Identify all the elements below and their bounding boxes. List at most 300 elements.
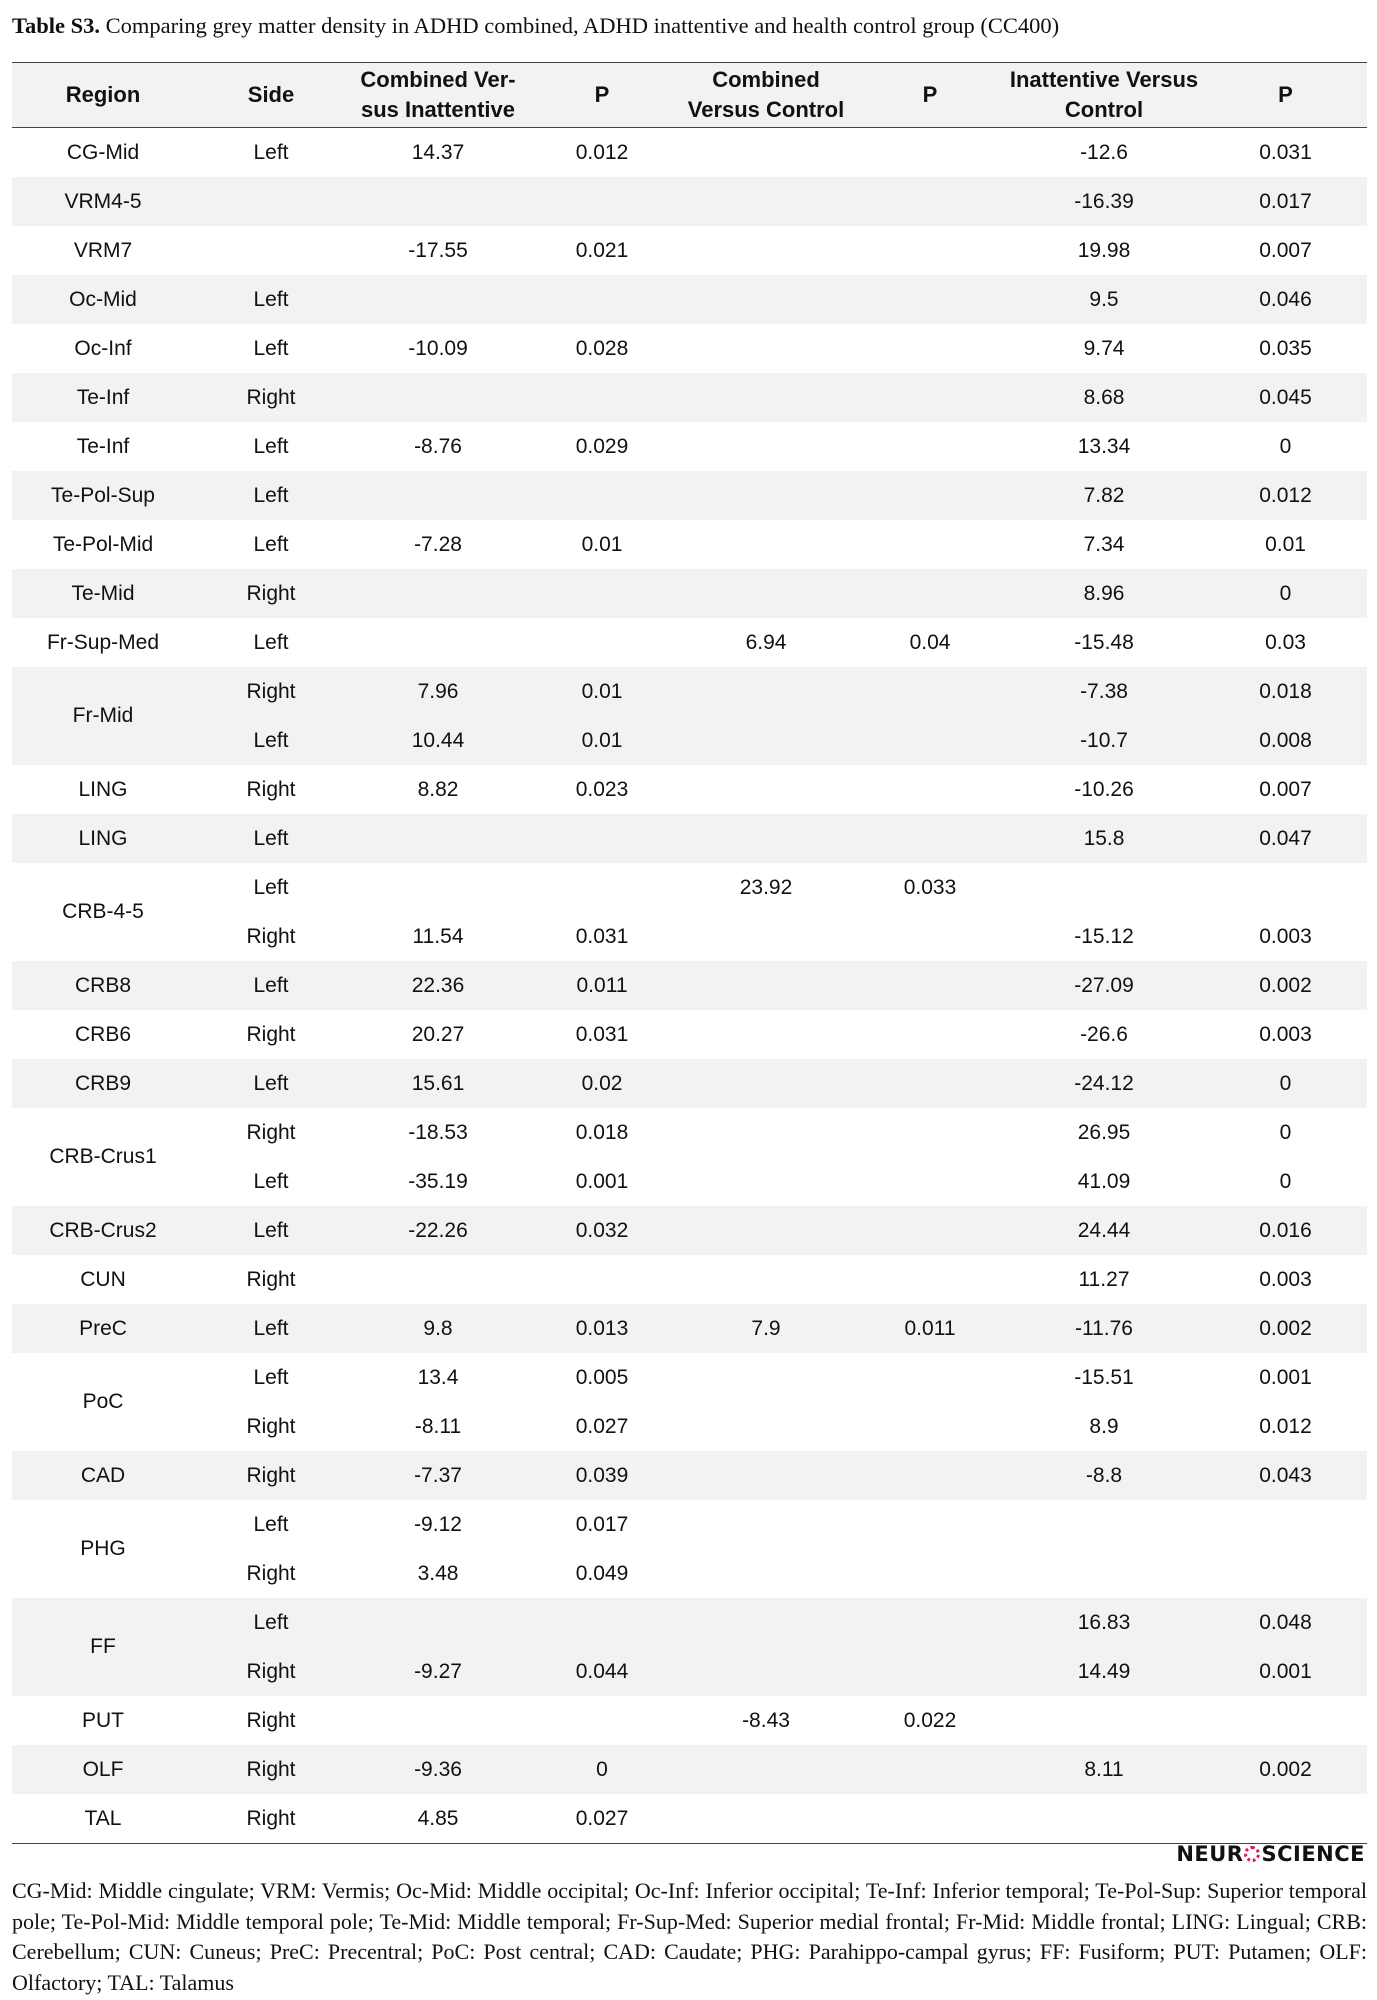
cell-p-1: 0 <box>528 1745 676 1794</box>
cell-p-2 <box>856 226 1004 275</box>
cell-region: Te-Inf <box>12 373 194 422</box>
cell-p-1 <box>528 275 676 324</box>
table-label: Table S3. <box>12 13 100 38</box>
cell-p-3: 0.047 <box>1204 814 1367 863</box>
table-row <box>12 1353 1367 1402</box>
cell-comb-vs-inatt: -8.11 <box>414 1414 462 1438</box>
header-side: Side <box>194 63 348 128</box>
cell-inatt-vs-control: 8.68 <box>1004 373 1204 422</box>
cell-inatt-vs-control: 26.95 <box>1077 1120 1131 1144</box>
cell-comb-vs-control <box>676 1010 856 1059</box>
cell-p-3: 0 <box>1204 1059 1367 1108</box>
cell-side: Left <box>194 961 348 1010</box>
cell-region: PreC <box>12 1304 194 1353</box>
cell-p-2 <box>856 1255 1004 1304</box>
cell-side: Right <box>194 1647 348 1696</box>
cell-p-1: 0.049 <box>575 1561 629 1585</box>
cell-p-1: 0.02 <box>528 1059 676 1108</box>
cell-p-3: 0.016 <box>1204 1206 1367 1255</box>
cell-p-3: 0.012 <box>1204 471 1367 520</box>
cell-side: Right <box>246 1708 296 1732</box>
cell-comb-vs-inatt: 8.82 <box>417 777 459 801</box>
cell-comb-vs-control <box>676 1353 856 1402</box>
table-row <box>12 667 1367 716</box>
cell-p-1 <box>528 618 676 667</box>
cell-comb-vs-control <box>676 324 856 373</box>
cell-p-2 <box>856 1549 1004 1598</box>
cell-comb-vs-inatt <box>348 1598 528 1647</box>
cell-side <box>194 177 348 226</box>
cell-comb-vs-control <box>676 177 856 226</box>
table-row <box>12 1255 1367 1304</box>
cell-p-3: 0.003 <box>1259 1022 1312 1046</box>
table-row <box>12 1647 1367 1696</box>
cell-inatt-vs-control: 24.44 <box>1004 1206 1204 1255</box>
cell-p-2 <box>856 422 1004 471</box>
table-row <box>12 324 1367 373</box>
cell-p-2 <box>856 1157 1004 1206</box>
table-row <box>12 814 1367 863</box>
cell-comb-vs-control: 6.94 <box>745 630 787 654</box>
cell-p-3: 0.003 <box>1259 924 1312 948</box>
cell-comb-vs-inatt: -18.53 <box>408 1120 468 1144</box>
table-row <box>12 912 1367 961</box>
cell-inatt-vs-control: 9.5 <box>1004 275 1204 324</box>
table-row <box>12 1696 1367 1745</box>
cell-inatt-vs-control: -10.7 <box>1004 716 1204 765</box>
header-comb-vs-control: Combined Versus Control <box>676 63 856 128</box>
cell-side: Left <box>253 1512 289 1536</box>
cell-p-1 <box>528 1696 676 1745</box>
cell-comb-vs-inatt <box>348 275 528 324</box>
cell-comb-vs-control <box>676 1598 856 1647</box>
cell-p-3: 0.007 <box>1259 238 1312 262</box>
cell-region: CRB8 <box>12 961 194 1010</box>
cell-comb-vs-inatt <box>348 373 528 422</box>
table-row <box>12 1206 1367 1255</box>
cell-p-1: 0.01 <box>581 532 623 556</box>
cell-p-3: 0.012 <box>1259 1414 1312 1438</box>
table-row <box>12 1745 1367 1794</box>
cell-side: Left <box>253 630 289 654</box>
cell-p-2 <box>856 1010 1004 1059</box>
cell-p-1 <box>528 569 676 618</box>
cell-comb-vs-inatt: -9.27 <box>348 1647 528 1696</box>
cell-comb-vs-control <box>676 1059 856 1108</box>
cell-region: OLF <box>12 1745 194 1794</box>
cell-inatt-vs-control <box>1004 1696 1204 1745</box>
cell-side: Left <box>253 875 289 899</box>
cell-p-2 <box>856 1353 1004 1402</box>
cell-comb-vs-control <box>676 226 856 275</box>
cell-side: Right <box>246 924 296 948</box>
cell-side: Left <box>253 434 289 458</box>
cell-comb-vs-control <box>676 569 856 618</box>
cell-comb-vs-inatt: -7.37 <box>348 1451 528 1500</box>
cell-region: Oc-Mid <box>12 275 194 324</box>
cell-p-2 <box>856 1745 1004 1794</box>
cell-comb-vs-inatt: 11.54 <box>412 924 464 948</box>
cell-p-2 <box>856 1451 1004 1500</box>
cell-inatt-vs-control <box>1004 1794 1204 1844</box>
header-p-2: P <box>856 63 1004 128</box>
cell-p-3: 0.018 <box>1204 667 1367 716</box>
cell-p-2 <box>856 275 1004 324</box>
cell-inatt-vs-control: 8.11 <box>1004 1745 1204 1794</box>
table-row <box>12 471 1367 520</box>
cell-comb-vs-inatt: 3.48 <box>417 1561 459 1585</box>
cell-p-1: 0.032 <box>528 1206 676 1255</box>
cell-comb-vs-control: 7.9 <box>676 1304 856 1353</box>
header-region: Region <box>12 63 194 128</box>
cell-p-3: 0.035 <box>1259 336 1312 360</box>
cell-inatt-vs-control <box>1004 1500 1204 1549</box>
cell-comb-vs-control <box>676 1108 856 1157</box>
cell-p-1 <box>528 471 676 520</box>
cell-side: Right <box>194 1745 348 1794</box>
table-row <box>12 1108 1367 1157</box>
cell-comb-vs-control <box>676 422 856 471</box>
table-row <box>12 275 1367 324</box>
cell-p-1 <box>528 1255 676 1304</box>
cell-region: Te-Pol-Sup <box>12 471 194 520</box>
cell-p-1: 0.021 <box>575 238 629 262</box>
cell-p-2 <box>856 1794 1004 1844</box>
cell-side: Left <box>194 471 348 520</box>
cell-p-1: 0.018 <box>575 1120 629 1144</box>
cell-comb-vs-inatt: 7.96 <box>348 667 528 716</box>
cell-side: Left <box>194 716 348 765</box>
cell-p-2: 0.033 <box>903 875 957 899</box>
cell-p-2 <box>856 1500 1004 1549</box>
cell-inatt-vs-control: -26.6 <box>1080 1022 1128 1046</box>
table-row <box>12 226 1367 275</box>
cell-side: Right <box>246 1414 296 1438</box>
cell-p-3: 0 <box>1279 1120 1292 1144</box>
logo-brain-icon <box>1244 1846 1260 1862</box>
cell-comb-vs-inatt <box>348 177 528 226</box>
cell-comb-vs-inatt: 4.85 <box>348 1794 528 1844</box>
cell-inatt-vs-control <box>1004 863 1204 912</box>
cell-comb-vs-control <box>676 1206 856 1255</box>
cell-p-2 <box>856 1402 1004 1451</box>
cell-side: Left <box>194 275 348 324</box>
cell-inatt-vs-control: 8.96 <box>1004 569 1204 618</box>
cell-inatt-vs-control: -12.6 <box>1080 140 1128 164</box>
cell-inatt-vs-control: 13.34 <box>1077 434 1131 458</box>
cell-inatt-vs-control: 11.27 <box>1078 1267 1130 1291</box>
cell-comb-vs-inatt: -10.09 <box>408 336 468 360</box>
cell-region: PUT <box>82 1708 124 1732</box>
cell-region: CRB6 <box>74 1022 132 1046</box>
cell-inatt-vs-control <box>1004 1549 1204 1598</box>
cell-p-1: 0.012 <box>575 140 629 164</box>
table-caption <box>12 6 1367 46</box>
cell-p-3 <box>1204 1696 1367 1745</box>
table-row <box>12 422 1367 471</box>
table-row <box>12 128 1367 178</box>
cell-comb-vs-inatt <box>348 569 528 618</box>
table-row <box>12 520 1367 569</box>
cell-comb-vs-control <box>676 667 856 716</box>
cell-p-3: 0.001 <box>1204 1647 1367 1696</box>
cell-comb-vs-inatt <box>348 1255 528 1304</box>
cell-region: Fr-Mid <box>12 667 194 765</box>
table-row <box>12 716 1367 765</box>
cell-p-3: 0.043 <box>1204 1451 1367 1500</box>
table-row <box>12 373 1367 422</box>
cell-p-1 <box>528 373 676 422</box>
cell-p-2 <box>856 667 1004 716</box>
cell-p-3 <box>1204 863 1367 912</box>
cell-p-3: 0.031 <box>1259 140 1312 164</box>
cell-side: Left <box>253 1365 289 1389</box>
cell-p-2 <box>856 716 1004 765</box>
table-row <box>12 569 1367 618</box>
cell-comb-vs-control <box>676 275 856 324</box>
table-row <box>12 1451 1367 1500</box>
cell-p-3 <box>1204 1794 1367 1844</box>
cell-side: Right <box>194 1794 348 1844</box>
cell-comb-vs-inatt: -7.28 <box>414 532 462 556</box>
cell-p-3: 0.046 <box>1204 275 1367 324</box>
cell-side: Left <box>194 1304 348 1353</box>
cell-p-1: 0.029 <box>575 434 629 458</box>
cell-comb-vs-control <box>676 716 856 765</box>
cell-inatt-vs-control: -7.38 <box>1004 667 1204 716</box>
cell-comb-vs-inatt: 15.61 <box>348 1059 528 1108</box>
cell-p-1: 0.01 <box>528 667 676 716</box>
cell-region: CRB-4-5 <box>62 900 144 923</box>
cell-side: Left <box>194 1206 348 1255</box>
cell-inatt-vs-control: -10.26 <box>1074 777 1134 801</box>
cell-region: TAL <box>12 1794 194 1844</box>
cell-region: CRB-Crus2 <box>12 1206 194 1255</box>
cell-comb-vs-control <box>676 1794 856 1844</box>
cell-p-3: 0.01 <box>1265 532 1306 556</box>
cell-comb-vs-inatt <box>348 1696 528 1745</box>
cell-comb-vs-control <box>676 961 856 1010</box>
cell-p-3: 0 <box>1204 569 1367 618</box>
cell-side: Left <box>194 814 348 863</box>
cell-inatt-vs-control: -16.39 <box>1004 177 1204 226</box>
cell-comb-vs-inatt: 14.37 <box>411 140 465 164</box>
table-row <box>12 618 1367 667</box>
cell-side: Right <box>246 1120 296 1144</box>
table-row <box>12 1794 1367 1844</box>
cell-comb-vs-control <box>676 128 856 178</box>
cell-region: LING <box>12 814 194 863</box>
cell-p-2 <box>856 765 1004 814</box>
cell-side: Right <box>246 1022 296 1046</box>
cell-p-2 <box>856 520 1004 569</box>
cell-side: Right <box>246 1267 296 1291</box>
cell-p-2 <box>856 569 1004 618</box>
table-body <box>12 128 1367 1844</box>
cell-p-3: 0.002 <box>1204 961 1367 1010</box>
cell-region: Te-Inf <box>76 434 130 458</box>
cell-p-1: 0.001 <box>575 1169 629 1193</box>
cell-side: Left <box>253 1169 289 1193</box>
table-row <box>12 863 1367 912</box>
table-row <box>12 1010 1367 1059</box>
table-row <box>12 1500 1367 1549</box>
cell-p-1: 0.005 <box>575 1365 629 1389</box>
cell-p-1: 0.028 <box>575 336 629 360</box>
cell-region: Te-Mid <box>12 569 194 618</box>
cell-inatt-vs-control: -27.09 <box>1004 961 1204 1010</box>
cell-p-3 <box>1204 1549 1367 1598</box>
cell-side: Right <box>246 1561 296 1585</box>
cell-comb-vs-control <box>676 912 856 961</box>
cell-p-3: 0.045 <box>1204 373 1367 422</box>
cell-inatt-vs-control: 15.8 <box>1004 814 1204 863</box>
cell-region: LING <box>78 777 128 801</box>
cell-comb-vs-control <box>676 814 856 863</box>
gm-density-table <box>12 62 1367 1844</box>
cell-p-2 <box>856 961 1004 1010</box>
cell-region: Te-Pol-Mid <box>52 532 154 556</box>
cell-p-2 <box>856 1598 1004 1647</box>
header-inatt-vs-control: Inattentive Versus Control <box>1004 63 1204 128</box>
cell-p-3 <box>1204 1500 1367 1549</box>
cell-p-2 <box>856 177 1004 226</box>
cell-inatt-vs-control: 8.9 <box>1089 1414 1119 1438</box>
cell-p-1: 0.031 <box>575 1022 629 1046</box>
cell-side: Right <box>246 777 296 801</box>
cell-comb-vs-control <box>676 373 856 422</box>
cell-p-2 <box>856 1647 1004 1696</box>
cell-comb-vs-inatt <box>348 814 528 863</box>
cell-inatt-vs-control: 7.82 <box>1004 471 1204 520</box>
cell-p-3: 0 <box>1279 1169 1292 1193</box>
cell-side: Right <box>194 569 348 618</box>
cell-p-3: 0.048 <box>1204 1598 1367 1647</box>
cell-region: CRB9 <box>12 1059 194 1108</box>
cell-comb-vs-inatt: -9.36 <box>348 1745 528 1794</box>
cell-inatt-vs-control: 9.74 <box>1083 336 1125 360</box>
cell-comb-vs-control <box>676 1402 856 1451</box>
cell-p-2 <box>856 1206 1004 1255</box>
table-row <box>12 1598 1367 1647</box>
cell-p-2 <box>856 814 1004 863</box>
cell-p-3: 0.03 <box>1265 630 1306 654</box>
cell-p-1: 0.044 <box>528 1647 676 1696</box>
cell-p-1 <box>528 814 676 863</box>
cell-p-2 <box>856 128 1004 178</box>
cell-comb-vs-control: -8.43 <box>742 1708 790 1732</box>
cell-p-3: 0.007 <box>1259 777 1312 801</box>
cell-inatt-vs-control: 16.83 <box>1004 1598 1204 1647</box>
header-p-1: P <box>528 63 676 128</box>
cell-comb-vs-inatt <box>348 618 528 667</box>
cell-region: CUN <box>80 1267 126 1291</box>
cell-p-1: 0.027 <box>575 1414 629 1438</box>
cell-comb-vs-inatt: 10.44 <box>348 716 528 765</box>
cell-p-1: 0.031 <box>575 924 629 948</box>
table-footnote: CG-Mid: Middle cingulate; VRM: Vermis; Oc-Mid: Middle occipital; Oc-Inf: Inferior occipital; Te-Inf: Inferior temporal; Te-Pol-Sup: Superior temporal pole; Te-Pol-Mid: Middle temporal pole; Te-Mid: Middle temporal; Fr-Sup-Med: Superior medial frontal; Fr-Mid: Middle frontal; LING: Lingual; CRB: Cerebellum; CUN: Cuneus; PreC: Precentral; PoC: Post central; CAD: Caudate; PHG: Parahippo-campal gyrus; FF: Fusiform; PUT: Putamen; OLF: Olfactory; TAL: Talamus <box>12 1878 1367 1995</box>
table-row <box>12 1304 1367 1353</box>
cell-inatt-vs-control: 7.34 <box>1083 532 1125 556</box>
cell-comb-vs-control <box>676 1451 856 1500</box>
cell-p-3: 0.008 <box>1204 716 1367 765</box>
cell-comb-vs-inatt: -35.19 <box>408 1169 468 1193</box>
cell-inatt-vs-control: 19.98 <box>1077 238 1131 262</box>
cell-inatt-vs-control: -15.48 <box>1074 630 1134 654</box>
cell-p-2 <box>856 324 1004 373</box>
cell-side: Right <box>194 667 348 716</box>
cell-comb-vs-inatt: 22.36 <box>348 961 528 1010</box>
cell-p-2: 0.022 <box>903 1708 957 1732</box>
cell-p-3: 0 <box>1279 434 1292 458</box>
header-comb-vs-inatt: Combined Ver-sus Inattentive <box>348 63 528 128</box>
cell-region: CAD <box>12 1451 194 1500</box>
cell-side <box>194 226 348 275</box>
cell-p-2 <box>856 373 1004 422</box>
cell-comb-vs-control <box>676 1500 856 1549</box>
cell-comb-vs-inatt: -22.26 <box>348 1206 528 1255</box>
cell-comb-vs-control <box>676 520 856 569</box>
cell-inatt-vs-control: -11.76 <box>1004 1304 1204 1353</box>
cell-comb-vs-inatt: -17.55 <box>408 238 468 262</box>
cell-inatt-vs-control: -15.12 <box>1074 924 1134 948</box>
cell-p-2 <box>856 1059 1004 1108</box>
table-row <box>12 1157 1367 1206</box>
cell-p-3: 0.003 <box>1259 1267 1312 1291</box>
cell-region: VRM7 <box>73 238 133 262</box>
cell-region: Oc-Inf <box>74 336 132 360</box>
cell-comb-vs-inatt: 13.4 <box>417 1365 459 1389</box>
cell-side: Right <box>194 373 348 422</box>
neuroscience-logo: NEUR SCIENCE <box>1176 1842 1365 1866</box>
cell-inatt-vs-control: -8.8 <box>1004 1451 1204 1500</box>
cell-side: Left <box>253 336 289 360</box>
cell-region: PHG <box>80 1537 126 1560</box>
cell-p-1: 0.023 <box>575 777 629 801</box>
cell-comb-vs-control <box>676 1549 856 1598</box>
cell-p-3: 0.002 <box>1204 1745 1367 1794</box>
table-row <box>12 961 1367 1010</box>
cell-p-1: 0.039 <box>528 1451 676 1500</box>
cell-p-1: 0.013 <box>528 1304 676 1353</box>
cell-p-3: 0.002 <box>1204 1304 1367 1353</box>
cell-p-3: 0.017 <box>1204 177 1367 226</box>
cell-inatt-vs-control: 41.09 <box>1077 1169 1131 1193</box>
cell-p-1: 0.027 <box>528 1794 676 1844</box>
cell-comb-vs-control <box>676 471 856 520</box>
table-row <box>12 1402 1367 1451</box>
table-row <box>12 177 1367 226</box>
cell-inatt-vs-control: -24.12 <box>1004 1059 1204 1108</box>
cell-region: VRM4-5 <box>12 177 194 226</box>
cell-p-2 <box>856 471 1004 520</box>
cell-p-1 <box>528 177 676 226</box>
cell-side: Left <box>253 140 289 164</box>
cell-comb-vs-control <box>676 1647 856 1696</box>
cell-comb-vs-control: 23.92 <box>739 875 793 899</box>
cell-p-1 <box>528 863 676 912</box>
cell-comb-vs-control <box>676 1157 856 1206</box>
cell-p-1 <box>528 1598 676 1647</box>
cell-region: Fr-Sup-Med <box>46 630 160 654</box>
cell-p-1: 0.011 <box>528 961 676 1010</box>
cell-comb-vs-control <box>676 1745 856 1794</box>
cell-p-1: 0.017 <box>575 1512 629 1536</box>
cell-region: CRB-Crus1 <box>49 1145 157 1168</box>
table-row <box>12 765 1367 814</box>
cell-p-2: 0.011 <box>856 1304 1004 1353</box>
cell-side: Left <box>194 1059 348 1108</box>
